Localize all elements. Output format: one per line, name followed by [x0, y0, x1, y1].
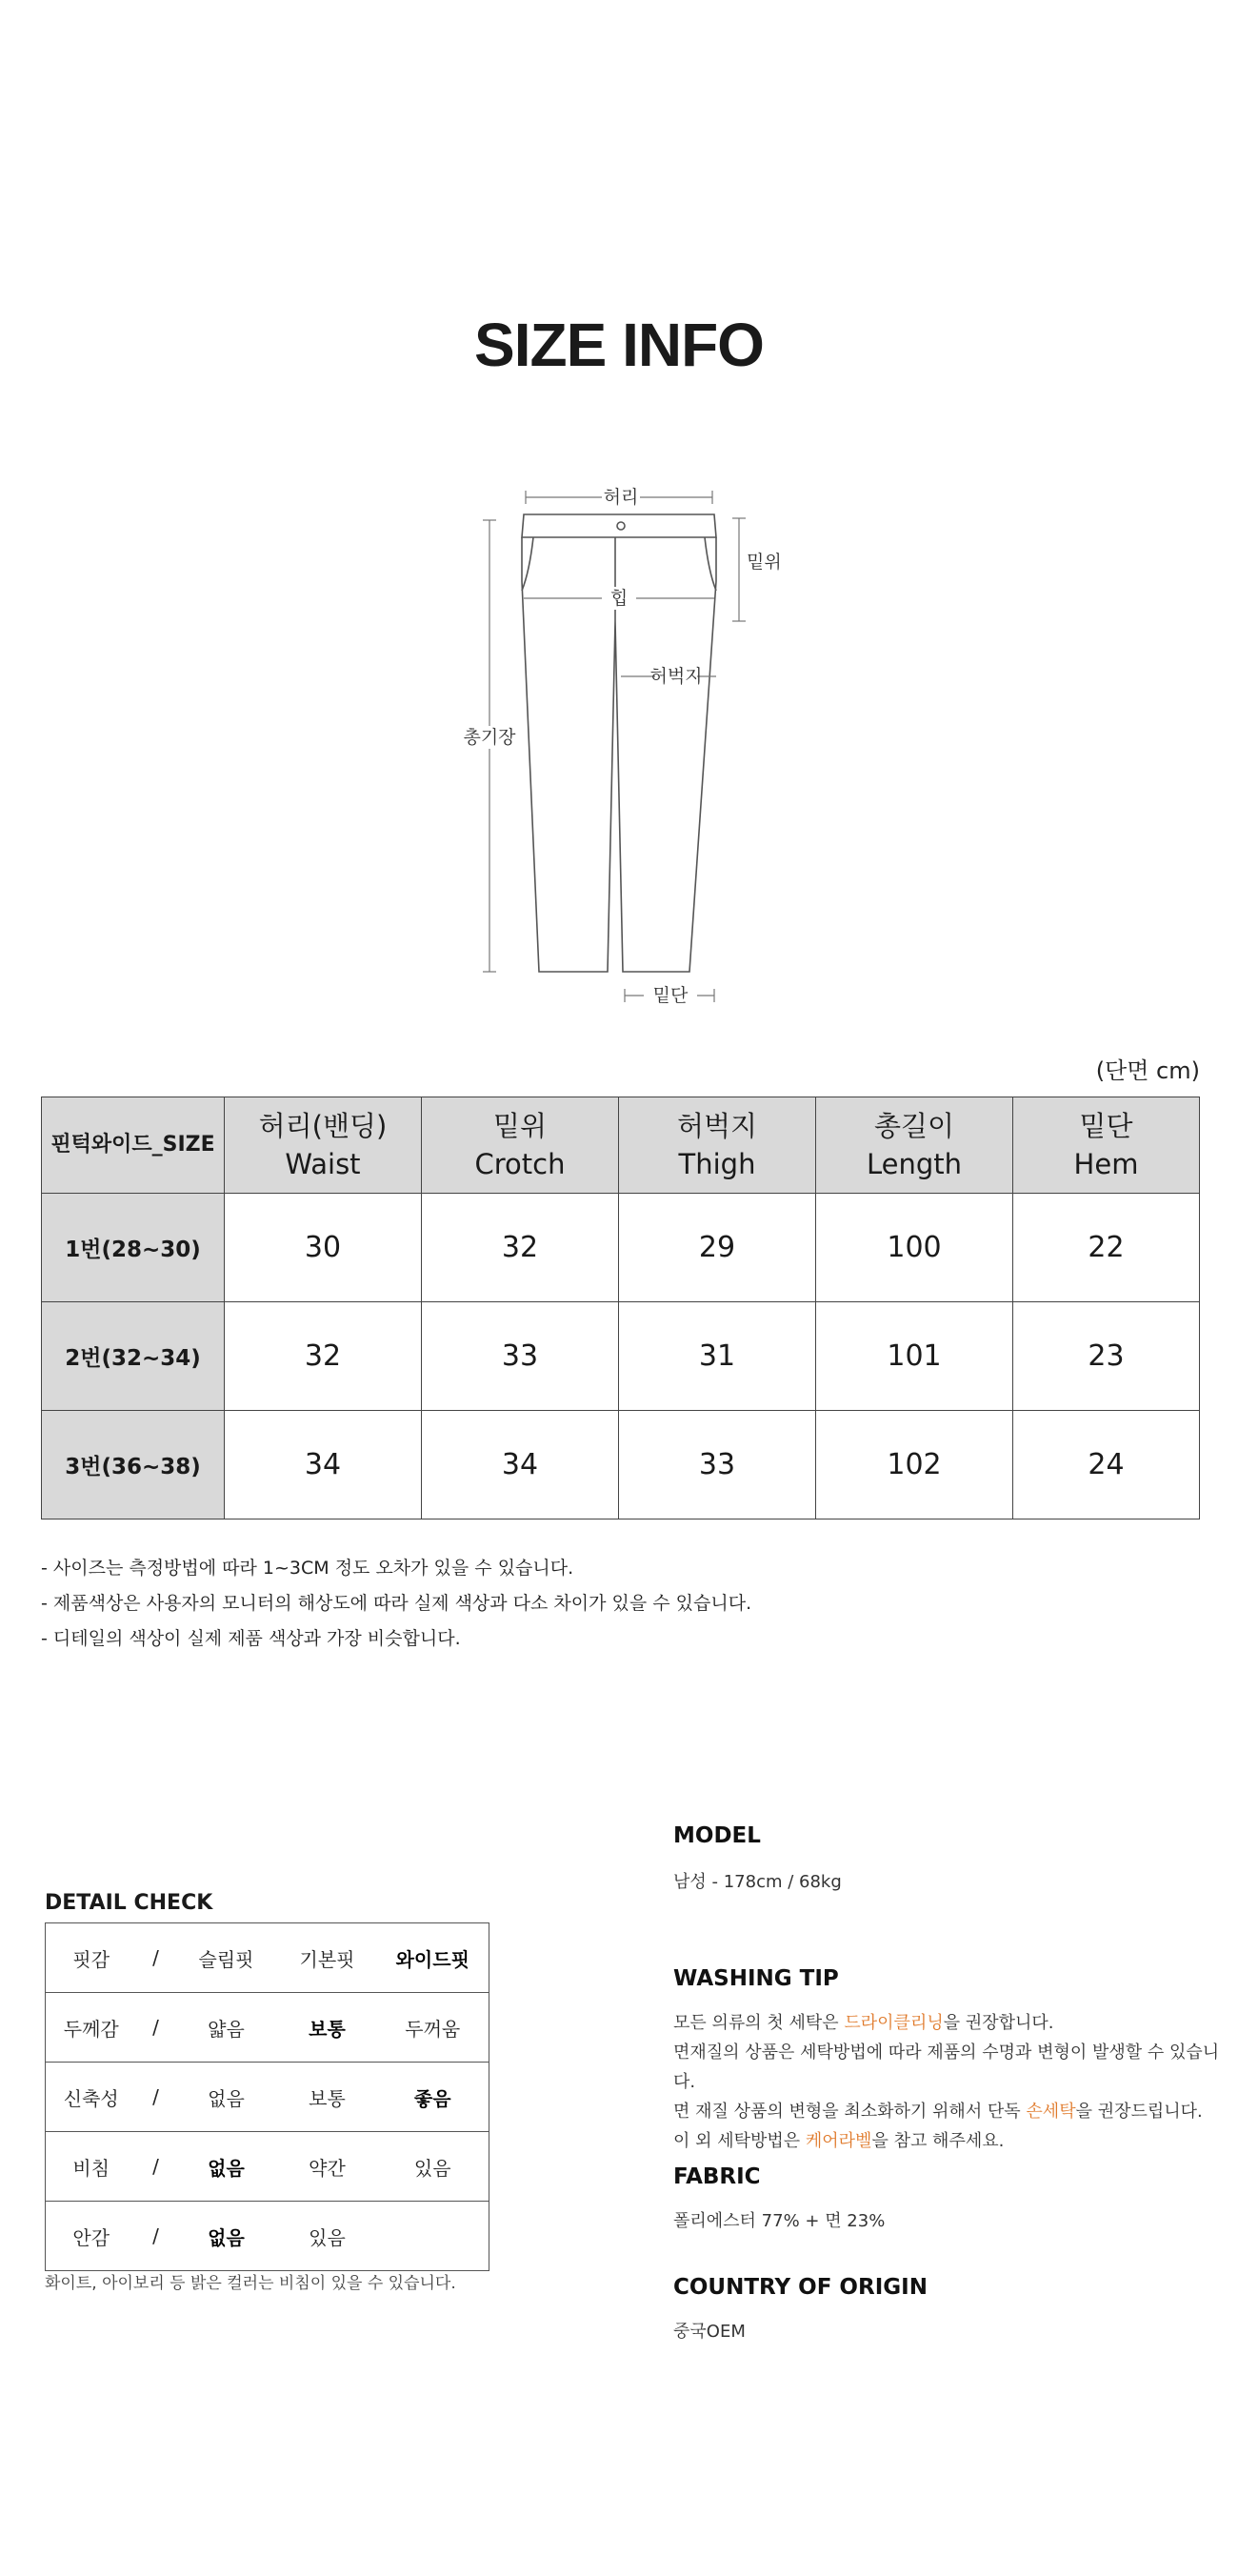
detail-option: 없음: [208, 2225, 245, 2249]
hand-wash-highlight: 손세탁: [1026, 2102, 1076, 2122]
table-cell: 101: [816, 1302, 1013, 1411]
hem-label: 밑단: [652, 985, 689, 1006]
table-cell: 30: [225, 1194, 422, 1302]
detail-separator: /: [137, 1993, 175, 2063]
table-row: [42, 1411, 1200, 1519]
detail-option: 없음: [175, 2132, 278, 2202]
table-cell: 31: [619, 1302, 816, 1411]
fabric-text: 폴리에스터 77% + 면 23%: [673, 2211, 886, 2231]
table-cell: 34: [225, 1411, 422, 1519]
table-cell: 32: [225, 1302, 422, 1411]
detail-row: [46, 2132, 489, 2202]
detail-option: 얇음: [175, 1993, 278, 2063]
table-cell: 32: [422, 1194, 619, 1302]
washing-tip-heading: WASHING TIP: [673, 1966, 839, 1991]
rise-label: 밑위: [747, 552, 782, 573]
note-item: - 디테일의 색상이 실제 제품 색상과 가장 비슷합니다.: [41, 1628, 461, 1649]
hip-label: 힙: [609, 588, 629, 609]
detail-label: 핏감: [46, 1923, 137, 1993]
model-heading: MODEL: [673, 1823, 761, 1848]
detail-option: 슬림핏: [175, 1923, 278, 1993]
note-item: - 제품색상은 사용자의 모니터의 해상도에 따라 실제 색상과 다소 차이가 있을 수 있습니다.: [41, 1593, 752, 1614]
row-label: 3번(36~38): [42, 1411, 225, 1519]
column-header: 허리(밴딩) Waist: [225, 1097, 422, 1194]
table-cell: 33: [422, 1302, 619, 1411]
waist-label: 허리: [603, 487, 639, 508]
detail-label: 신축성: [46, 2063, 137, 2132]
origin-text: 중국OEM: [673, 2322, 746, 2342]
size-table-header: [42, 1097, 1200, 1194]
detail-option: 기본핏: [278, 1923, 377, 1993]
detail-row: [46, 2063, 489, 2132]
length-label: 총기장: [463, 727, 516, 748]
size-table: [41, 1097, 1200, 1519]
detail-label: 두께감: [46, 1993, 137, 2063]
detail-separator: /: [137, 2063, 175, 2132]
detail-option: 좋음: [377, 2063, 489, 2132]
washing-line-2: 면재질의 상품은 세탁방법에 따라 제품의 수명과 변형이 발생할 수 있습니다.: [673, 2043, 1220, 2092]
detail-option: 보통: [278, 1993, 377, 2063]
thigh-label: 허벅지: [649, 666, 703, 687]
detail-separator: /: [152, 2224, 159, 2247]
table-cell: 22: [1013, 1194, 1200, 1302]
dry-cleaning-highlight: 드라이클리닝: [844, 2013, 944, 2033]
detail-check-title: DETAIL CHECK: [45, 1891, 213, 1915]
pants-outline-icon: [522, 514, 716, 972]
detail-separator: /: [137, 1923, 175, 1993]
detail-option: 보통: [278, 2063, 377, 2132]
column-header: 밑단 Hem: [1013, 1097, 1200, 1194]
detail-label: 안감: [72, 2225, 110, 2249]
row-label: 2번(32~34): [42, 1302, 225, 1411]
detail-label: 비침: [46, 2132, 137, 2202]
row-label: 1번(28~30): [42, 1194, 225, 1302]
unit-note: (단면 cm): [1095, 1057, 1200, 1084]
detail-option: [377, 2202, 489, 2271]
detail-option: 약간: [278, 2132, 377, 2202]
care-label-highlight: 케어라벨: [805, 2131, 872, 2151]
washing-line-3: 면 재질 상품의 변형을 최소화하기 위해서 단독 손세탁을 권장드립니다.: [673, 2102, 1203, 2122]
detail-row: [46, 2202, 489, 2271]
table-cell: 102: [816, 1411, 1013, 1519]
table-row: [42, 1302, 1200, 1411]
table-cell: 33: [619, 1411, 816, 1519]
detail-separator: /: [137, 2132, 175, 2202]
detail-row: [46, 1993, 489, 2063]
detail-option: 있음: [309, 2225, 346, 2249]
table-row: [42, 1194, 1200, 1302]
size-table-corner: 핀턱와이드_SIZE: [42, 1097, 225, 1194]
detail-check-table: [45, 1922, 489, 2271]
detail-row: [46, 1923, 489, 1993]
table-cell: 24: [1013, 1411, 1200, 1519]
washing-line-1: 모든 의류의 첫 세탁은 드라이클리닝을 권장합니다.: [673, 2013, 1054, 2033]
detail-option: 와이드핏: [377, 1923, 489, 1993]
origin-heading: COUNTRY OF ORIGIN: [673, 2275, 928, 2300]
page-title: SIZE INFO: [474, 311, 764, 379]
size-notes: [41, 1551, 751, 1657]
table-cell: 34: [422, 1411, 619, 1519]
pants-size-diagram: [438, 476, 838, 1019]
table-cell: 23: [1013, 1302, 1200, 1411]
detail-option: 없음: [175, 2063, 278, 2132]
table-cell: 100: [816, 1194, 1013, 1302]
column-header: 허벅지 Thigh: [619, 1097, 816, 1194]
detail-option: 있음: [377, 2132, 489, 2202]
note-item: - 사이즈는 측정방법에 따라 1~3CM 정도 오차가 있을 수 있습니다.: [41, 1558, 574, 1579]
fabric-heading: FABRIC: [673, 2164, 761, 2189]
detail-footnote: 화이트, 아이보리 등 밝은 컬러는 비침이 있을 수 있습니다.: [45, 2274, 456, 2293]
table-cell: 29: [619, 1194, 816, 1302]
washing-line-4: 이 외 세탁방법은 케어라벨을 참고 해주세요.: [673, 2131, 1005, 2151]
detail-option: 두꺼움: [377, 1993, 489, 2063]
washing-tip-text: [673, 2008, 1238, 2156]
column-header: 총길이 Length: [816, 1097, 1013, 1194]
model-text: 남성 - 178cm / 68kg: [673, 1872, 842, 1892]
column-header: 밑위 Crotch: [422, 1097, 619, 1194]
